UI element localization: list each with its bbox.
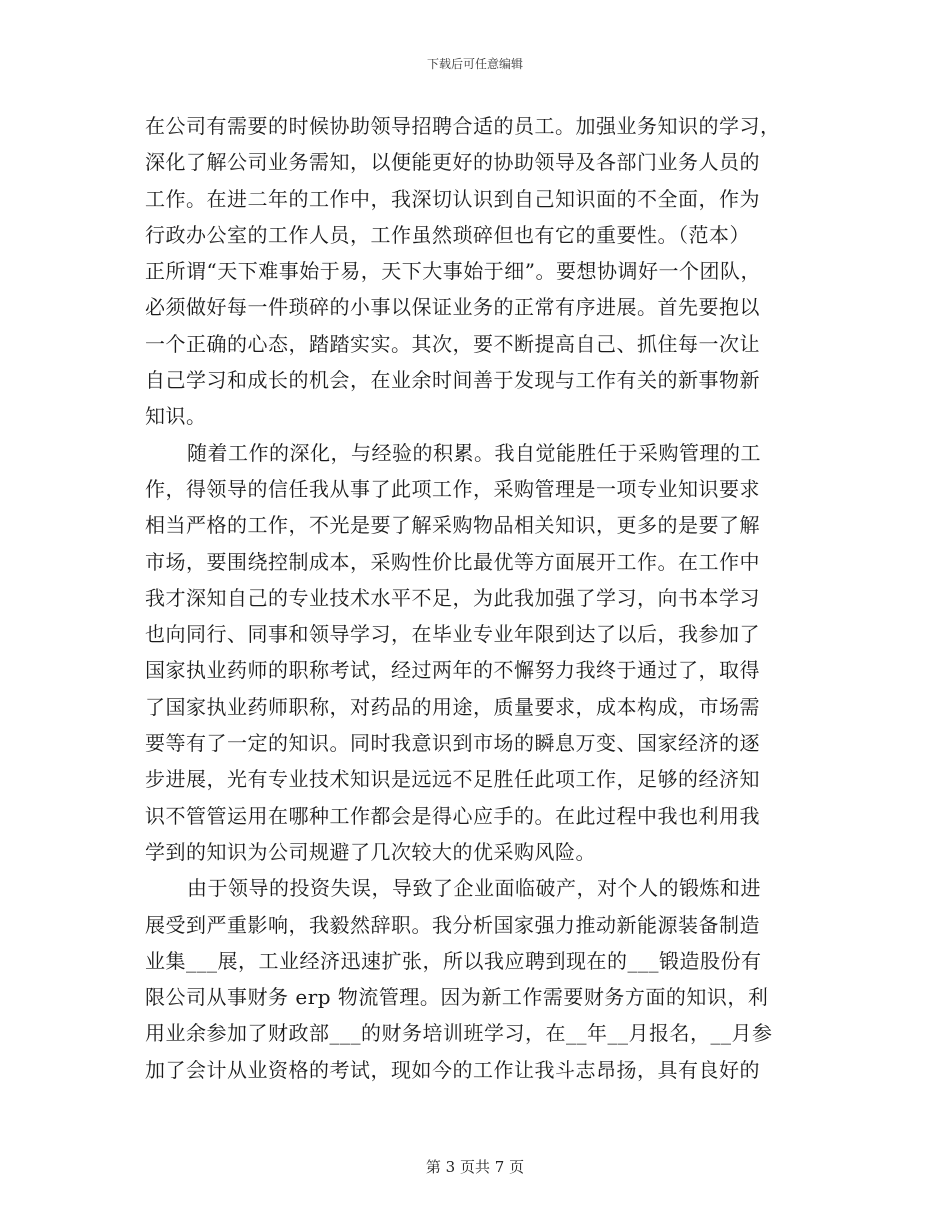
text-line: 业集___展，工业经济迅速扩张，所以我应聘到现在的___锻造股份有	[145, 948, 762, 973]
text-line: 也向同行、同事和领导学习，在毕业专业年限到达了以后，我参加了	[145, 622, 760, 647]
text-line: 用业余参加了财政部___的财务培训班学习，在__年__月报名，__月参	[145, 1021, 773, 1046]
page-number: 第 3 页共 7 页	[425, 1158, 525, 1176]
text-line: 作，得领导的信任我从事了此项工作，采购管理是一项专业知识要求	[145, 476, 760, 501]
document-body	[145, 108, 815, 1088]
text-line: 相当严格的工作，不光是要了解采购物品相关知识，更多的是要了解	[145, 513, 760, 538]
text-line: 正所谓“天下难事始于易，天下大事始于细”。要想协调好一个团队，	[145, 259, 761, 284]
text-line: 必须做好每一件琐碎的小事以保证业务的正常有序进展。首先要抱以	[145, 295, 760, 320]
text-line: 限公司从事财务 erp 物流管理。因为新工作需要财务方面的知识，利	[145, 985, 769, 1010]
text-line: 工作。在进二年的工作中，我深切认识到自己知识面的不全面，作为	[145, 186, 760, 211]
text-line: 在公司有需要的时候协助领导招聘合适的员工。加强业务知识的学习，	[145, 114, 781, 138]
text-line: 了国家执业药师职称，对药品的用途，质量要求，成本构成，市场需	[145, 694, 760, 719]
text-line: 加了会计从业资格的考试，现如今的工作让我斗志昂扬，具有良好的	[145, 1057, 760, 1082]
page-header: 下载后可任意编辑	[426, 57, 523, 71]
text-line: 国家执业药师的职称考试，经过两年的不懈努力我终于通过了，取得	[145, 658, 760, 683]
text-line: 行政办公室的工作人员，工作虽然琐碎但也有它的重要性。（范本）	[145, 222, 750, 247]
text-line: 深化了解公司业务需知，以便能更好的协助领导及各部门业务人员的	[145, 150, 760, 175]
text-line: 识不管管运用在哪种工作都会是得心应手的。在此过程中我也利用我	[145, 803, 760, 828]
text-line: 市场，要围绕控制成本，采购性价比最优等方面展开工作。在工作中	[145, 549, 760, 574]
text-line: 我才深知自己的专业技术水平不足，为此我加强了学习，向书本学习	[145, 585, 760, 610]
text-line: 自己学习和成长的机会，在业余时间善于发现与工作有关的新事物新	[145, 368, 760, 393]
text-line: 步进展，光有专业技术知识是远远不足胜任此项工作，足够的经济知	[145, 767, 760, 792]
text-line: 要等有了一定的知识。同时我意识到市场的瞬息万变、国家经济的逐	[145, 731, 760, 756]
text-line: 学到的知识为公司规避了几次较大的优采购风险。	[145, 839, 596, 864]
text-line: 展受到严重影响，我毅然辞职。我分析国家强力推动新能源装备制造	[145, 912, 760, 937]
text-line: 知识。	[145, 404, 207, 429]
paragraph-start-line: 由于领导的投资失误，导致了企业面临破产，对个人的锻炼和进	[187, 876, 761, 901]
text-line: 一个正确的心态，踏踏实实。其次，要不断提高自己、抓住每一次让	[145, 331, 760, 356]
paragraph-start-line: 随着工作的深化，与经验的积累。我自觉能胜任于采购管理的工	[187, 440, 761, 465]
